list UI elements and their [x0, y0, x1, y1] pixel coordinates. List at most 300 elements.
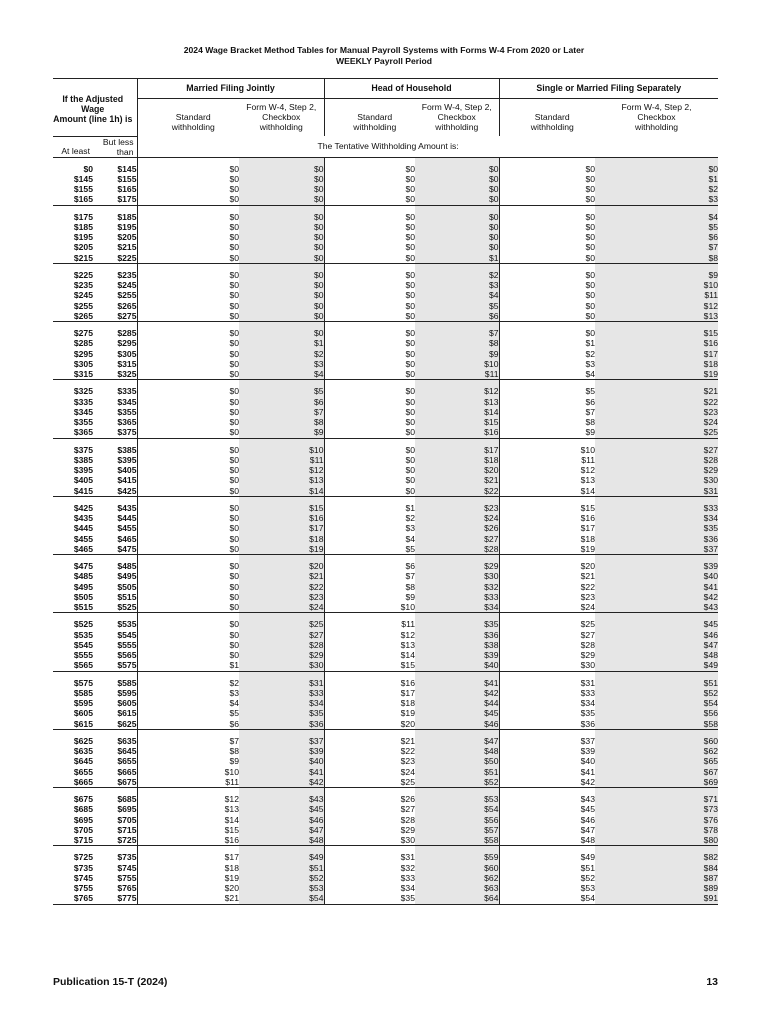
mfj-checkbox-cell: $4: [239, 369, 324, 380]
but-less-than-cell: $735: [117, 852, 137, 863]
single-standard-cell: $15: [499, 503, 595, 513]
mfj-checkbox-cell: $6: [239, 397, 324, 407]
at-least-cell: $745: [73, 872, 93, 883]
single-checkbox-cell: $45: [595, 619, 718, 629]
single-standard-cell: $23: [499, 592, 595, 602]
at-least-cell: $395: [73, 465, 93, 475]
at-least-cell: $295: [73, 348, 93, 359]
single-checkbox-cell: $8: [595, 253, 718, 264]
hoh-standard-cell: $0: [324, 386, 415, 396]
mfj-standard-cell: $0: [137, 455, 239, 465]
table-row: [53, 736, 718, 746]
at-least-cell: $425: [73, 502, 93, 513]
at-least-cell: $675: [73, 794, 93, 804]
but-less-than-cell: $435: [117, 502, 137, 513]
hoh-checkbox-cell: $38: [415, 640, 499, 650]
mfj-checkbox-cell: $25: [239, 619, 324, 629]
but-less-than-cell: $705: [117, 814, 137, 825]
at-least-cell: $415: [53, 486, 93, 497]
hoh-standard-cell: $3: [324, 523, 415, 533]
single-standard-cell: $41: [499, 767, 595, 777]
mfj-standard-cell: $0: [137, 619, 239, 629]
at-least-cell: $275: [73, 328, 93, 338]
hoh-standard-cell: $0: [324, 486, 415, 497]
but-less-than-cell: $315: [117, 358, 137, 369]
table-row: [53, 835, 718, 846]
single-checkbox-cell: $18: [595, 359, 718, 369]
hoh-standard-cell: $34: [324, 883, 415, 893]
hoh-checkbox-cell: $0: [415, 164, 499, 174]
but-less-than-cell: $765: [117, 883, 137, 893]
mfj-standard-cell: $19: [137, 873, 239, 883]
hoh-standard-cell: $14: [324, 650, 415, 660]
mfj-standard-cell: $5: [137, 708, 239, 718]
but-less-than-cell: $245: [117, 280, 137, 290]
hoh-checkbox-cell: $60: [415, 863, 499, 873]
single-checkbox-cell: $9: [595, 270, 718, 280]
single-checkbox-cell: $23: [595, 407, 718, 417]
but-less-than-cell: $525: [93, 602, 137, 613]
at-least-cell: $495: [73, 581, 93, 592]
single-standard-cell: $0: [499, 270, 595, 280]
mfj-standard-cell: $0: [137, 349, 239, 359]
single-standard-cell: $42: [499, 777, 595, 788]
single-standard-cell: $53: [499, 883, 595, 893]
mfj-checkbox-cell: $36: [239, 719, 324, 730]
table-row: [53, 708, 718, 718]
but-less-than-cell: $475: [93, 544, 137, 555]
at-least-cell: $195: [73, 232, 93, 242]
table-row: [53, 427, 718, 438]
hoh-standard-cell: $0: [324, 445, 415, 455]
single-standard-cell: $13: [499, 475, 595, 485]
hoh-standard-cell: $0: [324, 253, 415, 264]
hoh-standard-cell: $0: [324, 407, 415, 417]
but-less-than-cell: $755: [117, 872, 137, 883]
but-less-than-cell: $425: [93, 486, 137, 497]
at-least-cell: $255: [73, 300, 93, 311]
mfj-checkbox-cell: $0: [239, 222, 324, 232]
single-checkbox-cell: $52: [595, 688, 718, 698]
hoh-checkbox-cell: $36: [415, 630, 499, 640]
at-least-cell: $665: [53, 777, 93, 788]
hoh-checkbox-cell: $56: [415, 815, 499, 825]
single-checkbox-cell: $43: [595, 602, 718, 613]
title-line-1: 2024 Wage Bracket Method Tables for Manual Payroll Systems with Forms W-4 From 2020 or Later: [183, 45, 585, 55]
but-less-than-cell: $725: [93, 835, 137, 846]
mfj-checkbox-cell: $33: [239, 688, 324, 698]
at-least-cell: $715: [53, 835, 93, 846]
single-checkbox-cell: $11: [595, 290, 718, 300]
mfj-checkbox-cell: $7: [239, 407, 324, 417]
mfj-checkbox-cell: $0: [239, 212, 324, 222]
hoh-checkbox-cell: $4: [415, 290, 499, 300]
hoh-checkbox-cell: $57: [415, 825, 499, 835]
mfj-checkbox-cell: $53: [239, 883, 324, 893]
hoh-checkbox-cell: $22: [415, 486, 499, 497]
hoh-standard-cell: $31: [324, 852, 415, 862]
hoh-checkbox-cell: $39: [415, 650, 499, 660]
mfj-checkbox-cell: $27: [239, 630, 324, 640]
hoh-checkbox-cell: $54: [415, 804, 499, 814]
single-standard-cell: $30: [499, 660, 595, 671]
table-row: [53, 561, 718, 571]
but-less-than-cell: $145: [117, 163, 137, 174]
hoh-standard-cell: $33: [324, 873, 415, 883]
single-checkbox-cell: $10: [595, 280, 718, 290]
mfj-standard-cell: $0: [137, 417, 239, 427]
mfj-checkbox-cell: $34: [239, 698, 324, 708]
at-least-cell: $375: [73, 444, 93, 455]
hoh-standard-cell: $24: [324, 767, 415, 777]
mfj-standard-cell: $0: [137, 571, 239, 581]
mfj-checkbox-cell: $18: [239, 534, 324, 544]
but-less-than-cell: $615: [117, 708, 137, 719]
but-less-than-cell: $215: [117, 242, 137, 253]
single-standard-cell: $28: [499, 640, 595, 650]
mfj-checkbox-cell: $42: [239, 777, 324, 788]
mfj-checkbox-cell: $23: [239, 592, 324, 602]
mfj-standard-cell: $13: [137, 804, 239, 814]
mfj-checkbox-cell: $0: [239, 311, 324, 322]
single-checkbox-cell: $35: [595, 523, 718, 533]
hoh-checkbox-cell: $28: [415, 544, 499, 555]
hoh-checkbox-cell: $0: [415, 232, 499, 242]
but-less-than-cell: $325: [93, 369, 137, 380]
mfj-checkbox-cell: $0: [239, 242, 324, 252]
but-less-than-cell: $285: [117, 328, 137, 338]
single-checkbox-cell: $24: [595, 417, 718, 427]
mfj-checkbox-cell: $31: [239, 678, 324, 688]
single-checkbox-cell: $0: [595, 164, 718, 174]
table-row: [53, 719, 718, 730]
but-less-than-cell: $185: [117, 211, 137, 222]
title-line-2: WEEKLY Payroll Period: [336, 55, 432, 66]
single-checkbox-cell: $34: [595, 513, 718, 523]
single-standard-cell: $0: [499, 232, 595, 242]
single-checkbox-cell: $60: [595, 736, 718, 746]
single-standard-cell: $7: [499, 407, 595, 417]
mfj-standard-cell: $20: [137, 883, 239, 893]
table-row: [53, 280, 718, 290]
but-less-than-cell: $775: [93, 893, 137, 904]
single-standard-cell: $46: [499, 815, 595, 825]
table-row: [53, 619, 718, 629]
but-less-than-cell: $175: [93, 194, 137, 205]
but-less-than-cell: $545: [117, 629, 137, 640]
hoh-standard-cell: $29: [324, 825, 415, 835]
hoh-standard-cell: $27: [324, 804, 415, 814]
mfj-checkbox-cell: $0: [239, 328, 324, 338]
mfj-standard-cell: $0: [137, 602, 239, 613]
mfj-checkbox-cell: $54: [239, 893, 324, 904]
single-checkbox-cell: $29: [595, 465, 718, 475]
single-checkbox-cell: $46: [595, 630, 718, 640]
at-least-cell: $445: [73, 523, 93, 534]
but-less-than-cell: $405: [117, 465, 137, 475]
mfj-checkbox-cell: $43: [239, 794, 324, 804]
at-least-cell: $735: [73, 862, 93, 873]
but-less-than-cell: $685: [117, 794, 137, 804]
mfj-checkbox-cell: $15: [239, 503, 324, 513]
hoh-checkbox-cell: $3: [415, 280, 499, 290]
mfj-checkbox-cell: $19: [239, 544, 324, 555]
mfj-standard-cell: $10: [137, 767, 239, 777]
table-row: [53, 184, 718, 194]
single-checkbox-cell: $40: [595, 571, 718, 581]
at-least-cell: $635: [73, 746, 93, 756]
single-checkbox-cell: $78: [595, 825, 718, 835]
table-row: [53, 863, 718, 873]
single-standard-cell: $0: [499, 242, 595, 252]
but-less-than-cell: $745: [117, 862, 137, 873]
hoh-standard-cell: $0: [324, 328, 415, 338]
hoh-checkbox-cell: $14: [415, 407, 499, 417]
table-row: [53, 475, 718, 485]
hoh-checkbox-cell: $52: [415, 777, 499, 788]
at-least-cell: $585: [73, 687, 93, 698]
wage-bracket-table: [53, 78, 718, 905]
mfj-standard-cell: $21: [137, 893, 239, 904]
single-standard-cell: $8: [499, 417, 595, 427]
hoh-standard-cell: $15: [324, 660, 415, 671]
hoh-checkbox-cell: $13: [415, 397, 499, 407]
at-least-cell: $155: [73, 184, 93, 194]
single-checkbox-cell: $3: [595, 194, 718, 205]
mfj-checkbox-cell: $48: [239, 835, 324, 846]
mfj-checkbox-cell: $28: [239, 640, 324, 650]
table-row: [53, 873, 718, 883]
hoh-checkbox-cell: $44: [415, 698, 499, 708]
single-checkbox-cell: $71: [595, 794, 718, 804]
single-standard-cell: $0: [499, 280, 595, 290]
single-checkbox-cell: $2: [595, 184, 718, 194]
mfj-checkbox-cell: $20: [239, 561, 324, 571]
single-checkbox-cell: $33: [595, 503, 718, 513]
hoh-standard-cell: $0: [324, 212, 415, 222]
mfj-standard-cell: $0: [137, 427, 239, 438]
single-standard-cell: $0: [499, 253, 595, 264]
mfj-standard-cell: $0: [137, 465, 239, 475]
but-less-than-cell: $195: [117, 221, 137, 232]
single-standard-cell: $29: [499, 650, 595, 660]
hoh-checkbox-cell: $0: [415, 222, 499, 232]
hoh-checkbox-cell: $40: [415, 660, 499, 671]
at-least-cell: $455: [73, 533, 93, 544]
page-title: [0, 45, 768, 66]
table-row: [53, 602, 718, 613]
but-less-than-cell: $625: [93, 719, 137, 730]
but-less-than-cell: $605: [117, 698, 137, 708]
table-row: [53, 349, 718, 359]
mfj-checkbox-cell: $40: [239, 756, 324, 766]
mfj-checkbox-cell: $29: [239, 650, 324, 660]
but-less-than-header: But less than: [93, 136, 137, 157]
but-less-than-cell: $555: [117, 639, 137, 650]
hoh-standard-cell: $0: [324, 417, 415, 427]
single-checkbox-cell: $7: [595, 242, 718, 252]
at-least-cell: $435: [73, 513, 93, 523]
single-checkbox-cell: $25: [595, 427, 718, 438]
hoh-standard-cell: $26: [324, 794, 415, 804]
single-standard-cell: $2: [499, 349, 595, 359]
at-least-cell: $505: [73, 591, 93, 602]
but-less-than-cell: $275: [93, 311, 137, 322]
but-less-than-cell: $495: [117, 571, 137, 582]
single-standard-cell: $0: [499, 301, 595, 311]
but-less-than-cell: $385: [117, 444, 137, 455]
hoh-checkbox-cell: $10: [415, 359, 499, 369]
table-row: [53, 678, 718, 688]
table-row: [53, 407, 718, 417]
single-checkbox-cell: $31: [595, 486, 718, 497]
at-least-cell: $595: [73, 698, 93, 708]
table-row: [53, 883, 718, 893]
hoh-standard-cell: $13: [324, 640, 415, 650]
mfj-standard-cell: $2: [137, 678, 239, 688]
single-checkbox-cell: $15: [595, 328, 718, 338]
at-least-cell: $755: [73, 883, 93, 893]
at-least-cell: $725: [73, 852, 93, 863]
but-less-than-cell: $305: [117, 348, 137, 359]
single-checkbox-cell: $82: [595, 852, 718, 862]
single-checkbox-cell: $87: [595, 873, 718, 883]
at-least-cell: $185: [73, 221, 93, 232]
single-standard-cell: $40: [499, 756, 595, 766]
table-row: [53, 767, 718, 777]
mfj-checkbox-cell: $21: [239, 571, 324, 581]
table-row: [53, 386, 718, 396]
hoh-standard-cell: $22: [324, 746, 415, 756]
at-least-cell: $625: [73, 735, 93, 746]
single-checkbox-cell: $65: [595, 756, 718, 766]
hoh-checkbox-cell: $29: [415, 561, 499, 571]
hoh-checkbox-cell: $18: [415, 455, 499, 465]
mfj-standard-cell: $0: [137, 270, 239, 280]
mfj-checkbox-cell: $49: [239, 852, 324, 862]
but-less-than-cell: $205: [117, 232, 137, 242]
mfj-checkbox-cell: $47: [239, 825, 324, 835]
mfj-checkbox-cell: $0: [239, 270, 324, 280]
single-standard-cell: $0: [499, 174, 595, 184]
at-least-cell: $565: [53, 660, 93, 671]
at-least-cell: $175: [73, 211, 93, 222]
mfj-standard-cell: $0: [137, 650, 239, 660]
table-row: [53, 582, 718, 592]
but-less-than-cell: $155: [117, 173, 137, 184]
table-row: [53, 465, 718, 475]
single-standard-cell: $0: [499, 184, 595, 194]
mfj-checkbox-cell: $0: [239, 232, 324, 242]
at-least-cell: $765: [53, 893, 93, 904]
single-checkbox-cell: $56: [595, 708, 718, 718]
at-least-cell: $475: [73, 561, 93, 571]
at-least-cell: $705: [73, 824, 93, 835]
at-least-cell: $315: [53, 369, 93, 380]
single-standard-cell: $48: [499, 835, 595, 846]
table-row: [53, 445, 718, 455]
mfj-standard-cell: $0: [137, 640, 239, 650]
hoh-checkbox-cell: $15: [415, 417, 499, 427]
table-row: [53, 455, 718, 465]
table-row: [53, 328, 718, 338]
hoh-standard-cell: $11: [324, 619, 415, 629]
at-least-cell: $165: [53, 194, 93, 205]
single-checkbox-cell: $17: [595, 349, 718, 359]
hoh-standard-cell: $0: [324, 455, 415, 465]
mfj-standard-cell: $0: [137, 386, 239, 396]
at-least-cell: $345: [73, 406, 93, 417]
mfj-standard-cell: $3: [137, 688, 239, 698]
hoh-checkbox-cell: $24: [415, 513, 499, 523]
mfj-standard-cell: $0: [137, 328, 239, 338]
hoh-standard-cell: $23: [324, 756, 415, 766]
group-married-jointly: Married Filing Jointly: [137, 79, 324, 99]
but-less-than-cell: $165: [117, 184, 137, 194]
at-least-cell: $225: [73, 269, 93, 280]
at-least-header: At least: [53, 136, 93, 157]
hoh-checkbox-cell: $53: [415, 794, 499, 804]
mfj-standard-cell: $0: [137, 544, 239, 555]
table-header: [53, 79, 718, 158]
but-less-than-cell: $505: [117, 581, 137, 592]
single-checkbox-cell: $36: [595, 534, 718, 544]
single-checkbox-cell: $39: [595, 561, 718, 571]
hoh-standard-cell: $0: [324, 465, 415, 475]
single-standard-cell: $51: [499, 863, 595, 873]
but-less-than-cell: $225: [93, 253, 137, 264]
hoh-checkbox-cell: $9: [415, 349, 499, 359]
single-checkbox-cell: $89: [595, 883, 718, 893]
mfj-standard-cell: $0: [137, 222, 239, 232]
mfj-checkbox-cell: $0: [239, 164, 324, 174]
single-checkbox-cell: $4: [595, 212, 718, 222]
mfj-checkbox-cell: $41: [239, 767, 324, 777]
at-least-cell: $205: [73, 242, 93, 253]
single-checkbox-cell: $5: [595, 222, 718, 232]
table-row: [53, 194, 718, 205]
mfj-standard-cell: $15: [137, 825, 239, 835]
hoh-checkbox-cell: $6: [415, 311, 499, 322]
mfj-checkbox-cell: $52: [239, 873, 324, 883]
mfj-standard-cell: $0: [137, 592, 239, 602]
table-row: [53, 232, 718, 242]
mfj-checkbox-cell: $24: [239, 602, 324, 613]
mfj-standard-cell: $0: [137, 232, 239, 242]
mfj-checkbox-header: Form W-4, Step 2, Checkbox withholding: [246, 102, 317, 132]
hoh-checkbox-cell: $58: [415, 835, 499, 846]
hoh-standard-cell: $0: [324, 270, 415, 280]
hoh-standard-cell: $7: [324, 571, 415, 581]
mfj-standard-cell: $0: [137, 280, 239, 290]
hoh-checkbox-cell: $46: [415, 719, 499, 730]
mfj-standard-cell: $0: [137, 503, 239, 513]
single-standard-cell: $1: [499, 338, 595, 348]
mfj-standard-cell: $0: [137, 534, 239, 544]
but-less-than-cell: $255: [117, 290, 137, 301]
hoh-standard-cell: $0: [324, 290, 415, 300]
at-least-cell: $655: [73, 766, 93, 777]
single-standard-cell: $21: [499, 571, 595, 581]
single-standard-cell: $54: [499, 893, 595, 904]
table-row: [53, 630, 718, 640]
table-row: [53, 242, 718, 252]
but-less-than-cell: $585: [117, 677, 137, 688]
table-row: [53, 164, 718, 174]
hoh-checkbox-cell: $5: [415, 301, 499, 311]
single-standard-cell: $4: [499, 369, 595, 380]
hoh-standard-cell: $0: [324, 427, 415, 438]
